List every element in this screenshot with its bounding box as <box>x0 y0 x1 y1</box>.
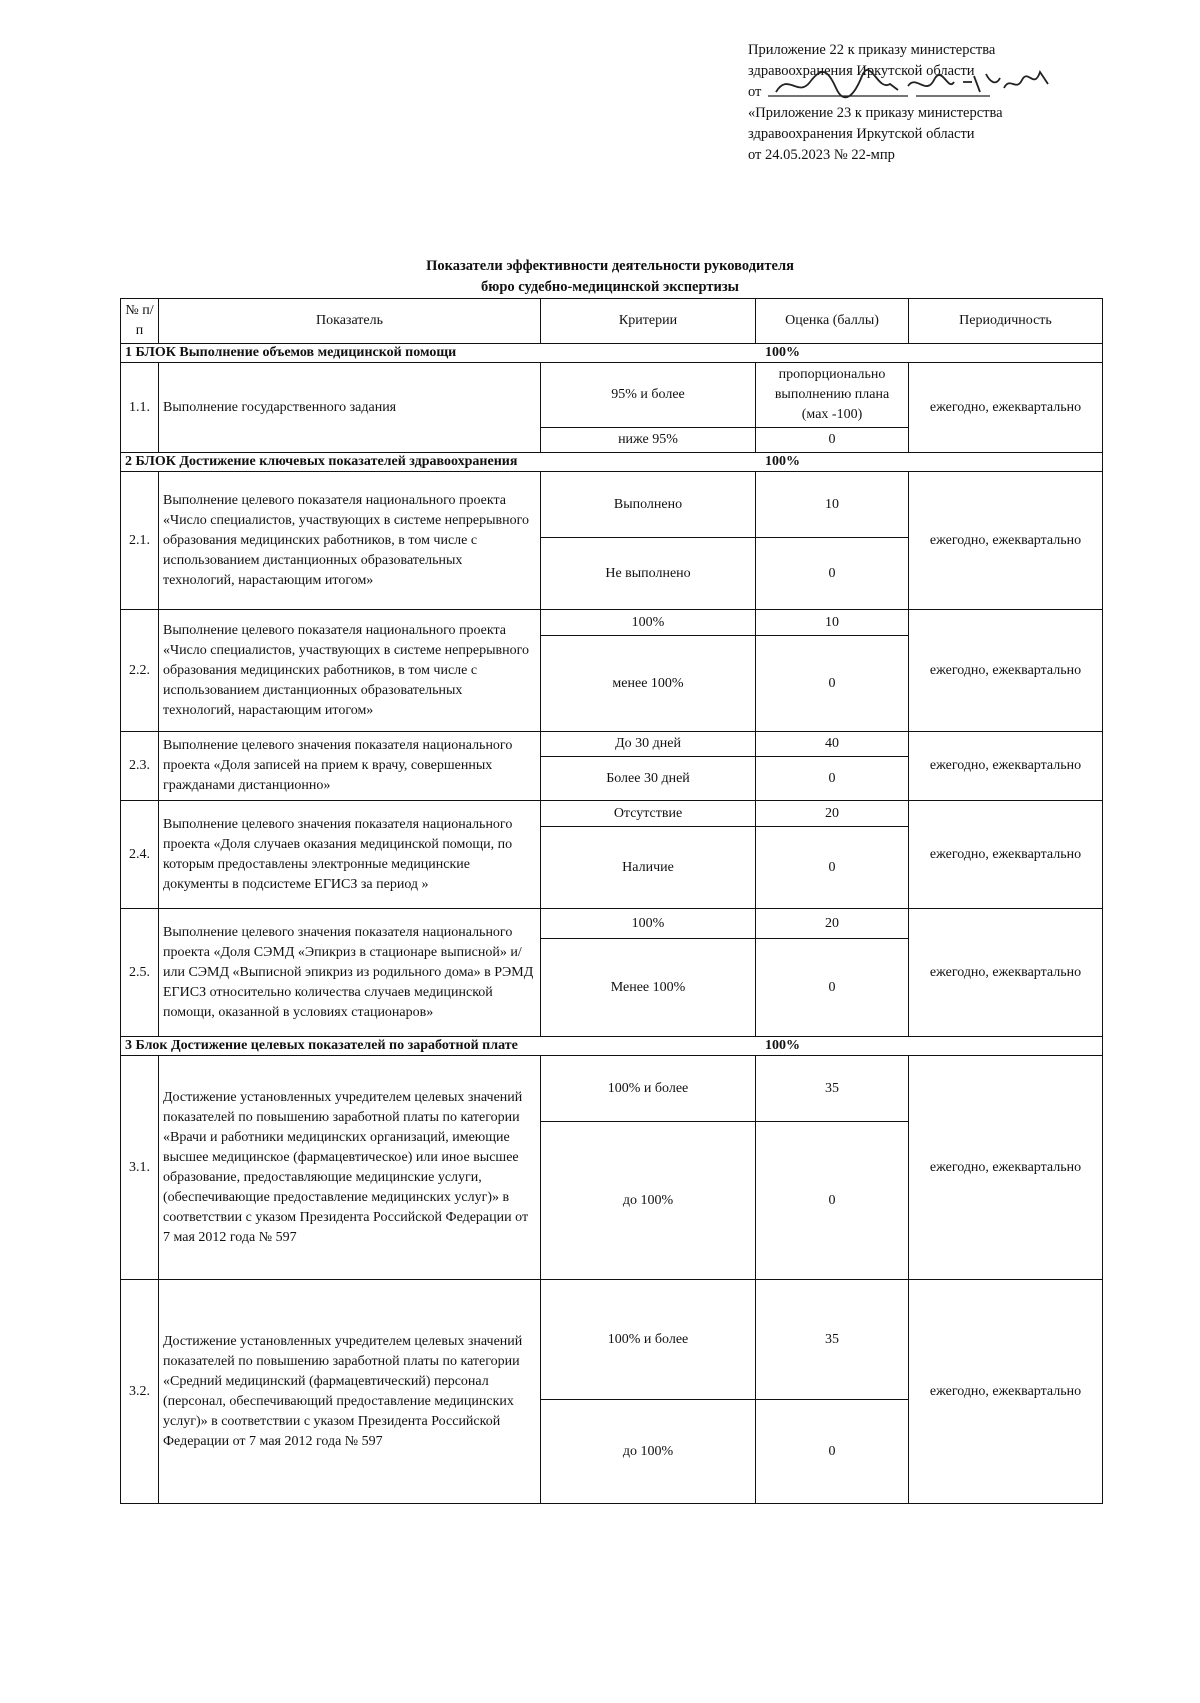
block-row <box>121 344 1103 363</box>
criteria-cell: 100% <box>541 909 756 939</box>
indicator-cell: Достижение установленных учредителем целевых значений показателей по повышению заработной платы по категории «Врачи и работники медицинских организаций, имеющие высшее медицинское (фармацевтическое) или иное высшее образование, предоставляющие медицинские услуги, (обеспечивающие предоставление медицинских услуг)» в соответствии с указом Президента Российской Федерации от 7 мая 2012 года № 597 <box>159 1056 541 1280</box>
col-header-score: Оценка (баллы) <box>756 299 909 344</box>
period-cell: ежегодно, ежеквартально <box>909 363 1103 453</box>
handwritten-signature <box>758 62 1058 104</box>
header-line: «Приложение 23 к приказу министерства <box>748 105 1003 121</box>
criteria-cell: 100% и более <box>541 1280 756 1400</box>
score-cell: 0 <box>756 538 909 610</box>
period-cell: ежегодно, ежеквартально <box>909 732 1103 801</box>
period-cell: ежегодно, ежеквартально <box>909 909 1103 1037</box>
score-cell: пропорционально выполнению плана (мах -100) <box>756 363 909 428</box>
score-cell: 40 <box>756 732 909 757</box>
block-title: 1 БЛОК Выполнение объемов медицинской помощи <box>125 345 457 360</box>
table-row <box>121 801 1103 827</box>
row-number: 1.1. <box>121 363 159 453</box>
col-header-criteria: Критерии <box>541 299 756 344</box>
row-number: 2.1. <box>121 472 159 610</box>
header-line: от 24.05.2023 № 22-мпр <box>748 147 895 163</box>
row-number: 3.2. <box>121 1280 159 1504</box>
indicator-cell: Выполнение государственного задания <box>159 363 541 453</box>
criteria-cell: до 100% <box>541 1122 756 1280</box>
score-cell: 0 <box>756 1122 909 1280</box>
score-cell: 35 <box>756 1056 909 1122</box>
indicator-cell: Выполнение целевого значения показателя национального проекта «Доля записей на прием к врачу, совершенных гражданами дистанционно» <box>159 732 541 801</box>
criteria-cell: 95% и более <box>541 363 756 428</box>
block-weight: 100% <box>765 454 800 469</box>
score-cell: 0 <box>756 636 909 732</box>
criteria-cell: Менее 100% <box>541 939 756 1037</box>
criteria-cell: менее 100% <box>541 636 756 732</box>
score-cell: 0 <box>756 428 909 453</box>
table-row <box>121 610 1103 636</box>
score-cell: 10 <box>756 472 909 538</box>
criteria-cell: Выполнено <box>541 472 756 538</box>
table-row <box>121 732 1103 757</box>
period-cell: ежегодно, ежеквартально <box>909 610 1103 732</box>
row-number: 2.5. <box>121 909 159 1037</box>
criteria-cell: ниже 95% <box>541 428 756 453</box>
table-row <box>121 363 1103 428</box>
col-header-period: Периодичность <box>909 299 1103 344</box>
criteria-cell: Более 30 дней <box>541 757 756 801</box>
criteria-cell: Наличие <box>541 827 756 909</box>
criteria-cell: До 30 дней <box>541 732 756 757</box>
score-cell: 0 <box>756 1400 909 1504</box>
row-number: 2.3. <box>121 732 159 801</box>
criteria-cell: 100% и более <box>541 1056 756 1122</box>
period-cell: ежегодно, ежеквартально <box>909 472 1103 610</box>
indicator-cell: Выполнение целевого значения показателя национального проекта «Доля СЭМД «Эпикриз в стационаре выписной» и/или СЭМД «Выписной эпикриз из родильного дома» в РЭМД ЕГИСЗ относительно количества случаев медицинской помощи, оказанной в условиях стационаров» <box>159 909 541 1037</box>
block-title: 3 Блок Достижение целевых показателей по заработной плате <box>125 1038 518 1053</box>
block-weight: 100% <box>765 345 800 360</box>
indicator-cell: Выполнение целевого значения показателя национального проекта «Доля случаев оказания медицинской помощи, по которым предоставлены электронные медицинские документы в подсистеме ЕГИСЗ за период » <box>159 801 541 909</box>
criteria-cell: Отсутствие <box>541 801 756 827</box>
table-row <box>121 909 1103 939</box>
score-cell: 20 <box>756 909 909 939</box>
block-title: 2 БЛОК Достижение ключевых показателей здравоохранения <box>125 454 518 469</box>
header-line: здравоохранения Иркутской области <box>748 126 975 142</box>
block-row <box>121 453 1103 472</box>
kpi-table <box>120 298 1103 1504</box>
header-line: от <box>748 84 762 100</box>
table-row <box>121 1056 1103 1122</box>
score-cell: 10 <box>756 610 909 636</box>
indicator-cell: Выполнение целевого показателя национального проекта «Число специалистов, участвующих в системе непрерывного образования медицинских работников, в том числе с использованием дистанционных образовательных технологий, нарастающим итогом» <box>159 610 541 732</box>
col-header-num: № п/п <box>121 299 159 344</box>
criteria-cell: 100% <box>541 610 756 636</box>
row-number: 3.1. <box>121 1056 159 1280</box>
col-header-indicator: Показатель <box>159 299 541 344</box>
criteria-cell: до 100% <box>541 1400 756 1504</box>
table-row <box>121 1280 1103 1400</box>
row-number: 2.2. <box>121 610 159 732</box>
score-cell: 20 <box>756 801 909 827</box>
table-header-row <box>121 299 1103 344</box>
indicator-cell: Достижение установленных учредителем целевых значений показателей по повышению заработной платы по категории «Средний медицинский (фармацевтический) персонал (персонал, обеспечивающий предоставление медицинских услуг)» в соответствии с указом Президента Российской Федерации от 7 мая 2012 года № 597 <box>159 1280 541 1504</box>
block-row <box>121 1037 1103 1056</box>
score-cell: 0 <box>756 939 909 1037</box>
header-line: Приложение 22 к приказу министерства <box>748 42 996 58</box>
score-cell: 35 <box>756 1280 909 1400</box>
score-cell: 0 <box>756 827 909 909</box>
header-line: здравоохранения Иркутской области <box>748 63 975 79</box>
row-number: 2.4. <box>121 801 159 909</box>
indicator-cell: Выполнение целевого показателя национального проекта «Число специалистов, участвующих в системе непрерывного образования медицинских работников, в том числе с использованием дистанционных образовательных технологий, нарастающим итогом» <box>159 472 541 610</box>
period-cell: ежегодно, ежеквартально <box>909 801 1103 909</box>
document-subtitle: бюро судебно-медицинской экспертизы <box>481 279 739 295</box>
criteria-cell: Не выполнено <box>541 538 756 610</box>
table-row <box>121 472 1103 538</box>
score-cell: 0 <box>756 757 909 801</box>
block-weight: 100% <box>765 1038 800 1053</box>
period-cell: ежегодно, ежеквартально <box>909 1280 1103 1504</box>
document-title: Показатели эффективности деятельности руководителя <box>426 258 794 274</box>
period-cell: ежегодно, ежеквартально <box>909 1056 1103 1280</box>
